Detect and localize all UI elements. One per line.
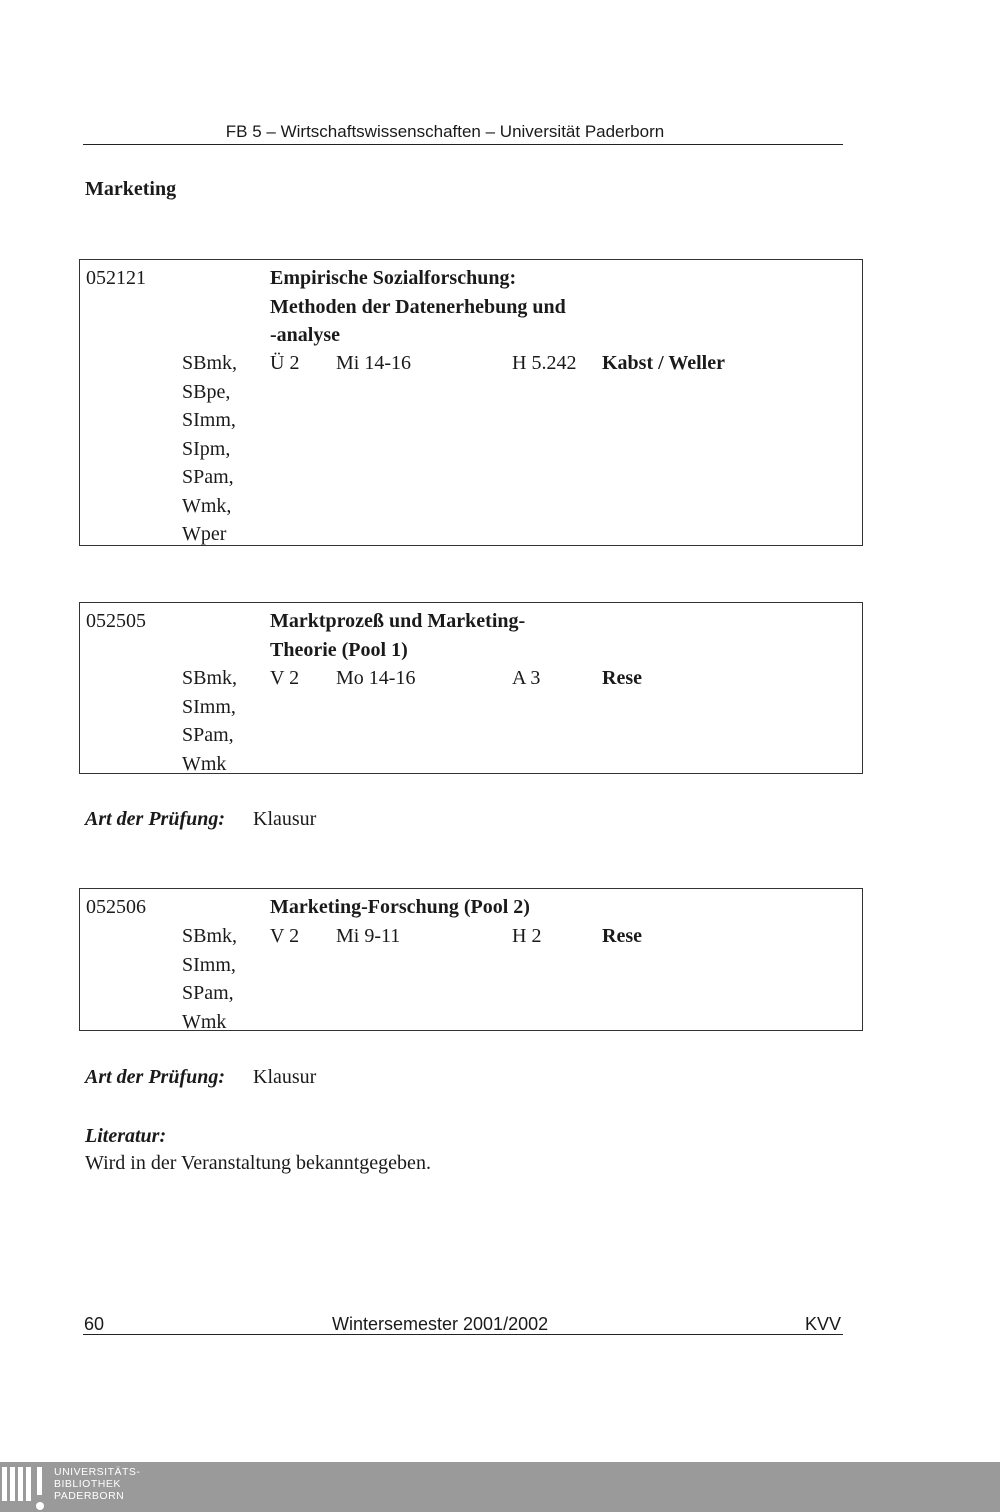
- course-number: 052505: [86, 610, 146, 632]
- exam-type: [85, 1066, 316, 1089]
- course-lecturer: Rese: [602, 925, 642, 947]
- library-logo-dot: [36, 1502, 44, 1510]
- footer-kvv: KVV: [805, 1314, 842, 1334]
- course-room: H 5.242: [512, 352, 577, 374]
- exam-type-value: Klausur: [253, 1066, 317, 1088]
- study-code: SBmk,: [182, 352, 238, 374]
- study-code: Wmk,: [182, 494, 232, 517]
- exam-type: [85, 808, 316, 831]
- course-number: 052506: [86, 896, 146, 918]
- course-title: [270, 264, 630, 350]
- study-code: SImm,: [182, 695, 236, 718]
- exam-type-label: Art der Prüfung:: [85, 808, 226, 830]
- course-title-line: Theorie (Pool 1): [270, 638, 408, 661]
- study-code: SBpe,: [182, 380, 231, 403]
- library-logo-line: UNIVERSITÄTS-: [54, 1466, 141, 1478]
- library-brand-bar: [0, 1462, 1000, 1512]
- course-title: [270, 607, 630, 664]
- course-time: Mi 9-11: [336, 925, 401, 947]
- course-title-line: -analyse: [270, 324, 340, 346]
- course-kind: Ü 2: [270, 352, 300, 374]
- course-title-line: Methoden der Datenerhebung und: [270, 295, 566, 318]
- study-code: SPam,: [182, 982, 234, 1004]
- course-title-line: Empirische Sozialforschung:: [270, 267, 517, 289]
- course-lecturer: Rese: [602, 667, 642, 689]
- study-code: SPam,: [182, 466, 234, 488]
- study-code: Wper: [182, 523, 227, 545]
- study-code: SBmk,: [182, 667, 238, 689]
- course-number: 052121: [86, 267, 146, 289]
- literature-text: Wird in der Veranstaltung bekanntgegeben.: [85, 1152, 431, 1174]
- exam-type-label: Art der Prüfung:: [85, 1066, 226, 1088]
- course-box: [79, 259, 863, 546]
- course-title: [270, 893, 630, 922]
- study-codes: [182, 664, 237, 778]
- course-lecturer: Kabst / Weller: [602, 352, 725, 374]
- course-room: A 3: [512, 667, 541, 689]
- page-number: 60: [84, 1314, 105, 1334]
- study-code: SImm,: [182, 409, 236, 431]
- running-head-text: FB 5 – Wirtschaftswissenschaften – Universität Paderborn: [225, 122, 665, 141]
- study-codes: [182, 922, 237, 1036]
- study-code: Wmk: [182, 752, 227, 775]
- course-title-line: Marketing-Forschung (Pool 2): [270, 896, 530, 918]
- library-logo-line: PADERBORN: [54, 1490, 125, 1502]
- study-code: SImm,: [182, 953, 236, 976]
- literature-heading: Literatur:: [85, 1125, 167, 1147]
- course-title-line: Marktprozeß und Marketing-: [270, 610, 526, 632]
- study-codes: [182, 349, 237, 549]
- course-box: [79, 888, 863, 1031]
- course-kind: V 2: [270, 667, 300, 689]
- running-head: [83, 120, 843, 145]
- study-code: Wmk: [182, 1010, 227, 1033]
- course-kind: V 2: [270, 925, 300, 947]
- study-code: SIpm,: [182, 437, 231, 460]
- course-time: Mi 14-16: [336, 352, 411, 374]
- study-code: SBmk,: [182, 925, 238, 947]
- footer-semester: Wintersemester 2001/2002: [332, 1314, 549, 1334]
- course-time: Mo 14-16: [336, 667, 416, 689]
- course-box: [79, 602, 863, 774]
- study-code: SPam,: [182, 724, 234, 746]
- exam-type-value: Klausur: [253, 808, 317, 830]
- course-room: H 2: [512, 925, 542, 947]
- library-logo-line: BIBLIOTHEK: [54, 1478, 121, 1490]
- section-title: Marketing: [85, 178, 177, 200]
- library-logo-text: [54, 1466, 140, 1502]
